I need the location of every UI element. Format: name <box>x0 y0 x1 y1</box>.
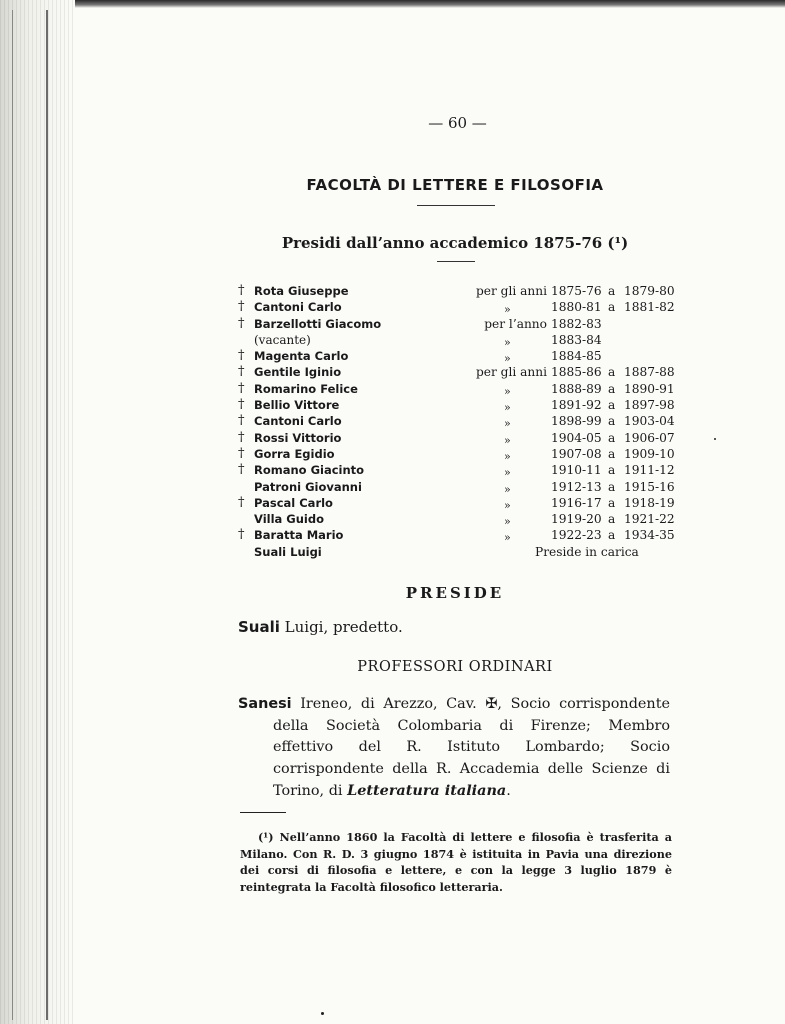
year-from: 1883-84 <box>551 332 602 347</box>
year-to: 1906-07 <box>624 430 675 445</box>
presidi-row <box>238 544 688 560</box>
binding-shadow-line <box>46 10 48 1020</box>
ditto-mark: » <box>504 531 511 545</box>
preside-name: Romarino Felice <box>254 381 358 396</box>
range-connector: a <box>608 446 616 461</box>
preside-name: Patroni Giovanni <box>254 479 362 494</box>
ditto-mark: » <box>504 384 511 398</box>
presidi-row <box>238 495 688 511</box>
presidi-row <box>238 283 688 299</box>
year-from: 1904-05 <box>551 430 602 445</box>
professor-subject: Letteratura italiana <box>347 782 507 799</box>
year-to: 1934-35 <box>624 528 675 543</box>
presidi-title: Presidi dall’anno accademico 1875-76 (¹) <box>281 234 629 252</box>
ditto-mark: » <box>504 401 511 415</box>
professor-description: Ireneo, di Arezzo, Cav. ✠, Socio corrispondente della Società Colombaria di Firenze; Membro effettivo del R. Istituto Lombardo; Socio corrispondente della R. Accademia delle Scienze di Torino, di <box>273 696 670 799</box>
preside-name: Cantoni Carlo <box>254 300 342 315</box>
ditto-mark: » <box>504 303 511 317</box>
presidi-row <box>238 446 688 462</box>
preside-name: Baratta Mario <box>254 528 344 543</box>
year-to: 1921-22 <box>624 512 675 527</box>
year-to: 1887-88 <box>624 365 675 380</box>
dagger-mark: † <box>238 494 245 510</box>
year-to: 1890-91 <box>624 381 675 396</box>
range-connector: a <box>608 365 616 380</box>
dagger-mark: † <box>238 429 245 445</box>
presidi-row <box>238 430 688 446</box>
year-from: 1919-20 <box>551 512 602 527</box>
preside-name: Pascal Carlo <box>254 495 333 510</box>
professor-name: Sanesi <box>238 696 292 712</box>
presidi-list <box>238 283 688 560</box>
preside-name: Barzellotti Giacomo <box>254 316 382 331</box>
presidi-row <box>238 462 688 478</box>
preside-heading: PRESIDE <box>405 584 505 602</box>
dagger-mark: † <box>238 527 245 543</box>
presidi-row <box>238 348 688 364</box>
ordinari-heading: PROFESSORI ORDINARI <box>357 659 553 675</box>
range-connector: a <box>608 479 616 494</box>
year-from: 1882-83 <box>551 316 602 331</box>
ditto-mark: » <box>504 335 511 349</box>
presidi-row <box>238 479 688 495</box>
range-connector: a <box>608 430 616 445</box>
page-number: — 60 — <box>428 114 487 132</box>
year-to: 1915-16 <box>624 479 675 494</box>
dagger-mark: † <box>238 315 245 331</box>
year-from: 1875-76 <box>551 284 602 298</box>
preside-name: Suali Luigi <box>254 544 322 559</box>
preside-rest: Luigi, predetto. <box>279 618 403 636</box>
year-prefix: per gli anni <box>475 365 547 380</box>
presidi-row <box>238 332 688 348</box>
presidi-row <box>238 381 688 397</box>
dagger-mark: † <box>238 283 245 298</box>
range-connector: a <box>608 381 616 396</box>
dagger-mark: † <box>238 299 245 315</box>
ditto-mark: » <box>504 417 511 431</box>
preside-name: Magenta Carlo <box>254 349 349 364</box>
binding-edge-line <box>12 10 13 1020</box>
preside-name: Villa Guido <box>254 512 324 527</box>
preside-name: Rossi Vittorio <box>254 430 342 445</box>
range-connector: a <box>608 512 616 527</box>
footnote-text: Nell’anno 1860 la Facoltà di lettere e filosofia è trasferita a Milano. Con R. D. 3 giugno 1874 è istituita in Pavia una direzione dei corsi di filosofia e lettere, e con la legge 3 luglio 1879 è reintegrata la Facoltà filosofico letteraria. <box>240 830 672 894</box>
dagger-mark: † <box>238 380 245 396</box>
year-prefix: per l’anno <box>484 316 547 331</box>
year-from: 1907-08 <box>551 446 602 461</box>
year-to: 1903-04 <box>624 414 675 429</box>
year-prefix: per gli anni <box>475 284 547 298</box>
dagger-mark: † <box>238 462 245 478</box>
year-from: 1916-17 <box>551 495 602 510</box>
professor-entry <box>238 694 670 803</box>
preside-name: Suali <box>238 618 280 636</box>
ditto-mark: » <box>504 466 511 480</box>
preside-name: (vacante) <box>254 332 311 347</box>
year-from: 1891-92 <box>551 398 602 413</box>
range-connector: a <box>608 528 616 543</box>
ditto-mark: » <box>504 498 511 512</box>
dagger-mark: † <box>238 348 245 364</box>
year-from: 1910-11 <box>551 463 602 478</box>
preside-name: Rota Giuseppe <box>254 284 349 298</box>
year-from: 1898-99 <box>551 414 602 429</box>
range-connector: a <box>608 414 616 429</box>
ditto-mark: » <box>504 515 511 529</box>
year-to: 1918-19 <box>624 495 675 510</box>
footnote-rule <box>240 812 286 813</box>
year-to: 1879-80 <box>624 284 675 298</box>
range-connector: a <box>608 284 616 298</box>
presidi-row <box>238 397 688 413</box>
preside-name: Cantoni Carlo <box>254 414 342 429</box>
presidi-row <box>238 511 688 527</box>
ditto-mark: » <box>504 449 511 463</box>
preside-line <box>238 618 403 636</box>
year-from: 1885-86 <box>551 365 602 380</box>
year-from: 1922-23 <box>551 528 602 543</box>
range-connector: a <box>608 300 616 315</box>
range-connector: a <box>608 495 616 510</box>
range-connector: a <box>608 463 616 478</box>
title-rule <box>417 205 495 206</box>
range-connector: a <box>608 398 616 413</box>
preside-name: Romano Giacinto <box>254 463 365 478</box>
subtitle-rule <box>437 261 475 262</box>
year-to: 1881-82 <box>624 300 675 315</box>
preside-name: Bellio Vittore <box>254 398 340 413</box>
carica-note: Preside in carica <box>535 544 639 559</box>
presidi-row <box>238 299 688 315</box>
presidi-row <box>238 316 688 332</box>
presidi-row <box>238 364 688 380</box>
presidi-row <box>238 413 688 429</box>
preside-name: Gorra Egidio <box>254 446 335 461</box>
year-from: 1912-13 <box>551 479 602 494</box>
ink-speck <box>714 438 716 440</box>
year-to: 1911-12 <box>624 463 675 478</box>
dagger-mark: † <box>238 397 245 413</box>
dagger-mark: † <box>238 413 245 429</box>
year-from: 1884-85 <box>551 349 602 364</box>
faculty-title: FACOLTÀ DI LETTERE E FILOSOFIA <box>306 176 604 194</box>
footnote <box>240 829 672 895</box>
dagger-mark: † <box>238 364 245 380</box>
ink-speck <box>321 1012 324 1015</box>
dagger-mark: † <box>238 445 245 461</box>
presidi-row <box>238 527 688 543</box>
year-to: 1897-98 <box>624 398 675 413</box>
ditto-mark: » <box>504 352 511 366</box>
year-from: 1880-81 <box>551 300 602 315</box>
footnote-marker: (¹) <box>258 830 274 844</box>
page-top-edge <box>0 0 785 8</box>
professor-end: . <box>506 783 511 799</box>
ditto-mark: » <box>504 482 511 496</box>
year-from: 1888-89 <box>551 381 602 396</box>
preside-name: Gentile Iginio <box>254 365 342 380</box>
ditto-mark: » <box>504 433 511 447</box>
year-to: 1909-10 <box>624 446 675 461</box>
